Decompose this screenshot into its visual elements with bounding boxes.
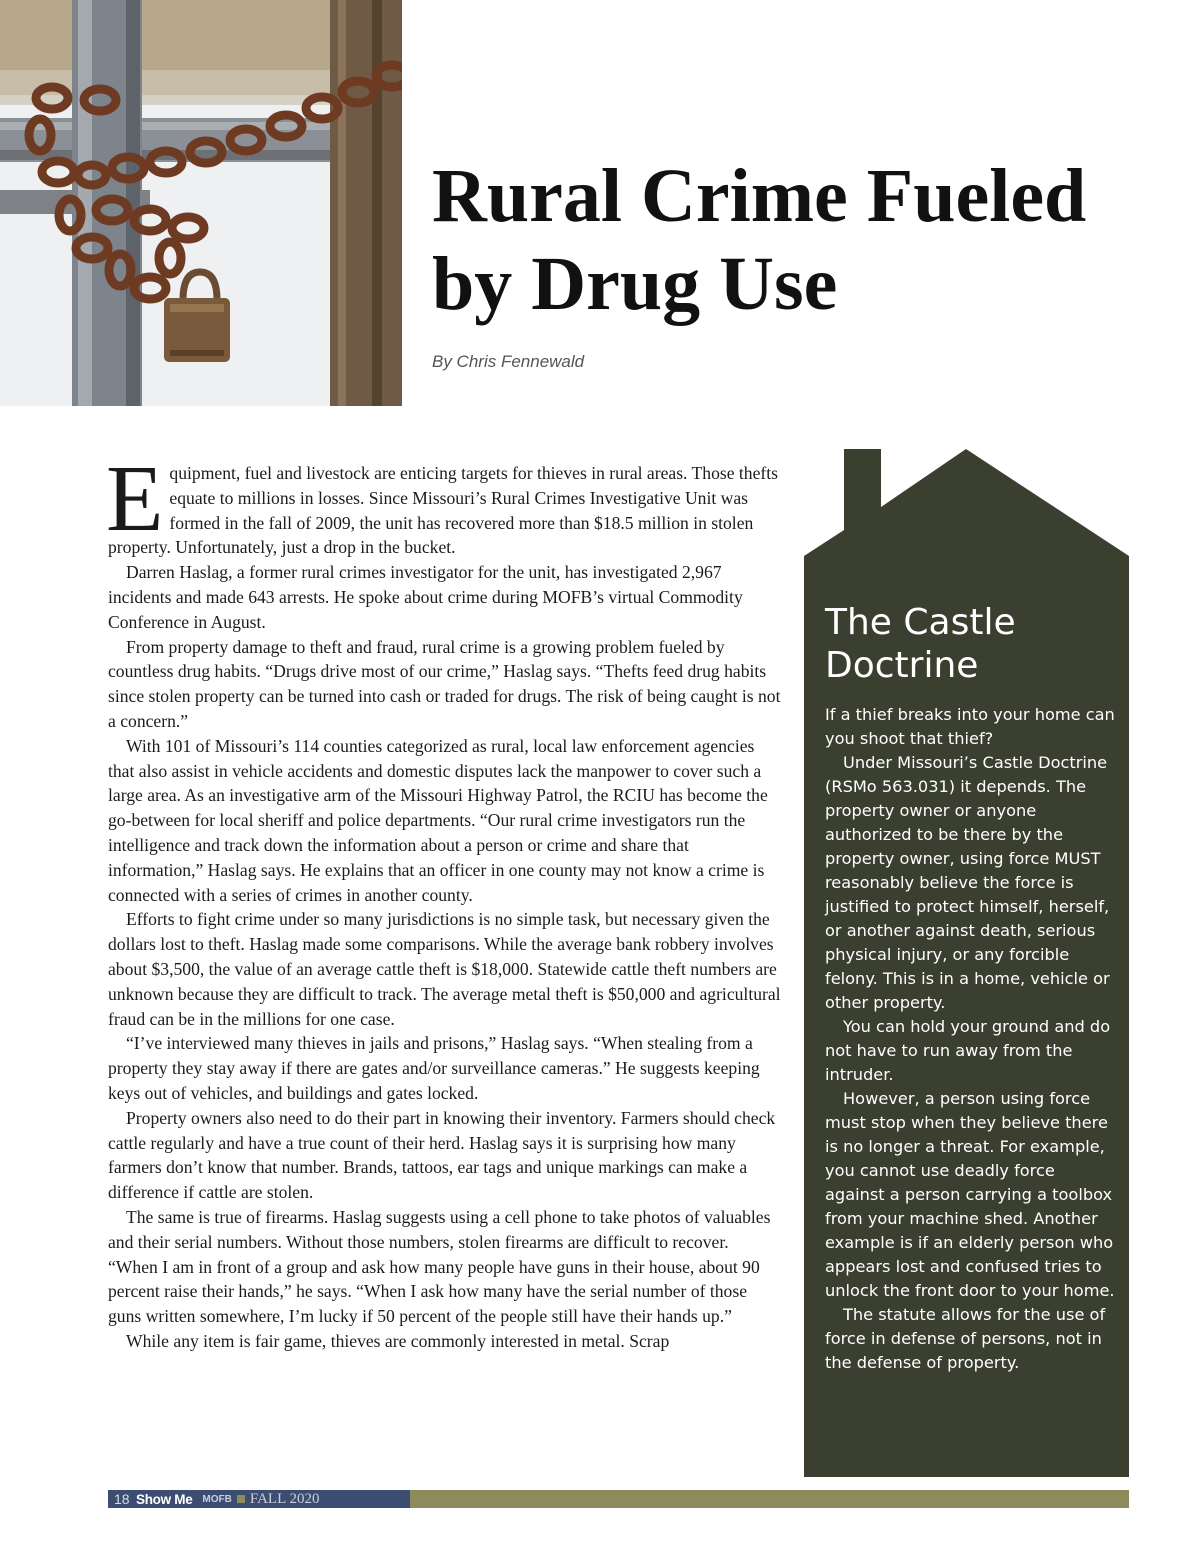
sidebar-lead: If a thief breaks into your home can you shoot that thief? [825, 705, 1115, 748]
sidebar-body [825, 703, 1115, 1375]
article-paragraph: Darren Haslag, a former rural crimes investigator for the unit, has investigated 2,967 incidents and made 643 arrests. He spoke about crime during MOFB’s virtual Commodity Conference in August. [108, 562, 743, 632]
sidebar-paragraph: You can hold your ground and do not have to run away from the intruder. [825, 1017, 1111, 1084]
article-paragraph: While any item is fair game, thieves are commonly interested in metal. Scrap [126, 1330, 670, 1351]
separator-square-icon [237, 1495, 245, 1503]
article-paragraph: With 101 of Missouri’s 114 counties categorized as rural, local law enforcement agencies that also assist in vehicle accidents and domestic disputes lack the manpower to cover such a large area. As an investigative arm of the Missouri Highway Patrol, the RCIU has become the go-between for local sheriff and police departments. “Our rural crime investigators run the intelligence and track down the information about a person or crime and share that information,” Haslag says. He explains that an officer in one county may not know a crime is connected with a series of crimes in another county. [108, 735, 768, 905]
byline: By Chris Fennewald [432, 352, 585, 371]
issue-label: FALL 2020 [249, 1490, 320, 1507]
castle-doctrine-sidebar [804, 449, 1129, 1477]
lead-text: quipment, fuel and livestock are enticing targets for thieves in rural areas. Those thefts equate to millions in losses. Since Missouri’s Rural Crimes Investigative Unit was formed in the fall of 2009, the unit has recovered more than $18.5 million in stolen property. Unfortunately, just a drop in the bucket. [108, 463, 779, 558]
article-paragraph: Property owners also need to do their part in knowing their inventory. Farmers should check cattle regularly and have a true count of their herd. Haslag says it is surprising how many farmers don’t know that number. Brands, tattoos, ear tags and unique markings can make a difference if cattle are stolen. [108, 1107, 776, 1203]
page-footer [108, 1490, 1129, 1508]
sidebar-paragraph: Under Missouri’s Castle Doctrine (RSMo 563.031) it depends. The property owner or anyone authorized to be there by the property owner, using force MUST reasonably believe the force is justified to protect himself, herself, or another against death, serious physical injury, or any forcible felony. This is in a home, vehicle or other property. [825, 753, 1110, 1012]
article-paragraph: Efforts to fight crime under so many jurisdictions is no simple task, but necessary given the dollars lost to theft. Haslag made some comparisons. While the average bank robbery involves about $3,500, the value of an average cattle theft is $18,000. Statewide cattle theft numbers are unknown because they are difficult to track. The average metal theft is $50,000 and agricultural fraud can be in the millions for one case. [108, 909, 781, 1029]
article-body [106, 447, 782, 1354]
drop-cap: E [106, 447, 164, 551]
sidebar-content [825, 601, 1115, 1375]
article-paragraph: The same is true of firearms. Haslag suggests using a cell phone to take photos of valuables and their serial numbers. Without those numbers, stolen firearms are difficult to recover. “When I am in front of a group and ask how many people have guns in their house, about 90 percent raise their hands,” he says. “When I ask how many have the serial number of those guns written somewhere, I’m lucky if 50 percent of the people still have their hands up.” [108, 1206, 771, 1327]
padlock-chain-image [0, 0, 402, 406]
sidebar-title: The Castle Doctrine [825, 602, 1016, 686]
footer-folio [108, 1490, 410, 1508]
header-photo [0, 0, 402, 406]
sidebar-paragraph: The statute allows for the use of force in defense of persons, not in the defense of property. [825, 1305, 1106, 1372]
org-name: MOFB [202, 1493, 232, 1505]
article-title: Rural Crime Fueled by Drug Use [432, 154, 1087, 326]
sidebar-paragraph: However, a person using force must stop when they believe there is no longer a threat. For example, you cannot use deadly force against a person carrying a toolbox from your machine shed. Another example is if an elderly person who appears lost and confused tries to unlock the front door to your home. [825, 1089, 1115, 1300]
article-paragraph: “I’ve interviewed many thieves in jails and prisons,” Haslag says. “When stealing from a property they stay away if there are gates and/or surveillance cameras.” He suggests keeping keys out of vehicles, and buildings and gates locked. [108, 1033, 760, 1103]
article-paragraph: From property damage to theft and fraud, rural crime is a growing problem fueled by countless drug habits. “Drugs drive most of our crime,” Haslag says. “Thefts feed drug habits since stolen property can be turned into cash or traded for drugs. The risk of being caught is not a concern.” [108, 636, 781, 731]
magazine-brand: Show Me [136, 1491, 193, 1507]
page-number: 18 [114, 1491, 130, 1507]
lead-paragraph [106, 447, 782, 560]
